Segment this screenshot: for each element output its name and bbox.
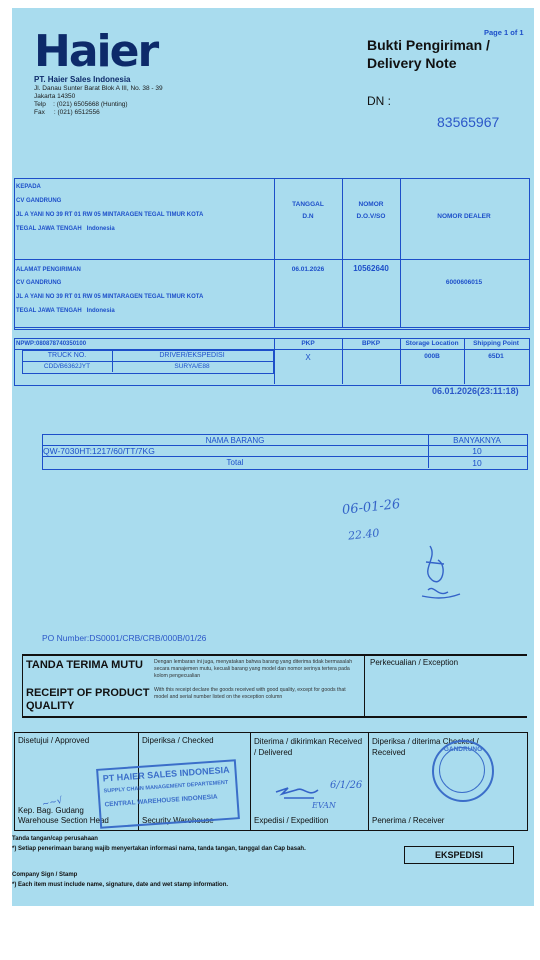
company-address bbox=[34, 85, 163, 117]
nomor-sub: D.O.V/SO bbox=[356, 213, 386, 220]
signer-name: EVAN bbox=[312, 801, 336, 810]
kepada-address-2 bbox=[16, 225, 115, 233]
nomor-value: 10562640 bbox=[353, 264, 389, 273]
address-line: Jakarta 14350 bbox=[34, 93, 76, 100]
shipping-value: 65D1 bbox=[488, 353, 504, 360]
kep-bag-label: Kep. Bag. Gudang bbox=[18, 806, 84, 815]
nomor-header: NOMOR bbox=[358, 201, 384, 208]
company-sign-id: Tanda tangan/cap perusahaan bbox=[12, 836, 98, 842]
items-qty-header: BANYAKNYA bbox=[453, 436, 501, 445]
item-qty: 10 bbox=[472, 446, 482, 456]
checked-received-label: Diperiksa / diterima Checked / Received bbox=[372, 737, 479, 757]
bpkp-header: BPKP bbox=[361, 340, 381, 347]
haier-logo: Haier bbox=[34, 26, 158, 77]
handwritten-signature bbox=[408, 540, 468, 610]
company-name: PT. Haier Sales Indonesia bbox=[34, 75, 131, 84]
stamp-line-2: SUPPLY CHAIN MANAGEMENT DEPARTEMENT bbox=[103, 779, 229, 795]
gandrung-stamp-text: GANDRUNG bbox=[443, 746, 483, 753]
address-line: Telp : (021) 6505668 (Hunting) bbox=[34, 101, 128, 108]
alamat-address-1: JL A YANI NO 39 RT 01 RW 05 MINTARAGEN TEGAL TIMUR KOTA bbox=[16, 294, 204, 300]
driver-value: SURYA/E88 bbox=[174, 363, 210, 370]
document-title bbox=[367, 36, 490, 72]
dealer-value: 6000606015 bbox=[445, 279, 483, 286]
alamat-address-2 bbox=[16, 307, 115, 315]
items-name-header: NAMA BARANG bbox=[205, 436, 265, 445]
truck-header: TRUCK NO. bbox=[47, 352, 87, 359]
expedition-signature-scribble bbox=[274, 780, 334, 802]
warehouse-signature: ~~√ bbox=[41, 795, 64, 811]
storage-header: Storage Location bbox=[405, 340, 459, 347]
shipping-header: Shipping Point bbox=[473, 340, 519, 347]
alamat-label: ALAMAT PENGIRIMAN bbox=[16, 267, 81, 273]
alamat-city: TEGAL JAWA TENGAH bbox=[16, 308, 82, 314]
stamp-line-1: PT HAIER SALES INDONESIA bbox=[102, 764, 230, 784]
pkp-header: PKP bbox=[301, 340, 315, 347]
tanggal-value: 06.01.2026 bbox=[291, 266, 325, 273]
tanggal-header: TANGGAL bbox=[292, 201, 324, 208]
alamat-name: CV GANDRUNG bbox=[16, 280, 62, 286]
receipt-title-id: TANDA TERIMA MUTU bbox=[26, 659, 143, 671]
kepada-label: KEPADA bbox=[16, 184, 41, 190]
note-en: *) Each item must include name, signature, date and wet stamp information. bbox=[12, 882, 229, 888]
kepada-name: CV GANDRUNG bbox=[16, 198, 62, 204]
alamat-country: Indonesia bbox=[86, 308, 115, 314]
handwritten-time: 22.40 bbox=[347, 526, 381, 543]
checked-label: Diperiksa / Checked bbox=[142, 736, 214, 745]
printed-timestamp: 06.01.2026(23:11:18) bbox=[432, 386, 519, 396]
kepada-country: Indonesia bbox=[86, 226, 115, 232]
gandrung-stamp bbox=[432, 740, 494, 802]
company-sign-en: Company Sign / Stamp bbox=[12, 872, 78, 878]
expedition-date: 6/1/26 bbox=[330, 780, 363, 791]
handwritten-date: 06-01-26 bbox=[341, 496, 402, 519]
receipt-title-en-2: QUALITY bbox=[26, 700, 75, 712]
note-id: *) Setiap penerimaan barang wajib menyertakan informasi nama, tanda tangan, tanggal dan Cap basah. bbox=[12, 846, 306, 852]
tanggal-sub: D.N bbox=[302, 213, 314, 220]
dealer-header: NOMOR DEALER bbox=[437, 213, 491, 220]
po-number: PO Number:DS0001/CRB/CRB/000B/01/26 bbox=[42, 633, 207, 643]
item-name: QW-7030HT:1217/60/TT/7KG bbox=[43, 446, 155, 456]
receipt-text-id: Dengan lembaran ini juga, menyatakan bahwa barang yang diterima tidak bermasalah secara manajemen mutu, kecuali barang yang model dan nomor serinya tertera pada kolom pengecualian bbox=[154, 659, 353, 679]
title-line-1: Bukti Pengiriman / bbox=[367, 37, 490, 53]
stamp-line-3: CENTRAL WAREHOUSE INDONESIA bbox=[104, 793, 218, 809]
receipt-title-en-1: RECEIPT OF PRODUCT bbox=[26, 687, 150, 699]
page-indicator: Page 1 of 1 bbox=[484, 28, 524, 37]
receipt-text-en: With this receipt declare the goods received with good quality, except for goods that model and serial number listed on the exception column bbox=[154, 687, 346, 700]
dn-label: DN : bbox=[367, 94, 391, 108]
haier-warehouse-stamp bbox=[96, 759, 240, 829]
driver-header: DRIVER/EKSPEDISI bbox=[159, 352, 225, 359]
approved-label: Disetujui / Approved bbox=[18, 736, 90, 745]
kepada-city: TEGAL JAWA TENGAH bbox=[16, 226, 82, 232]
dn-number: 83565967 bbox=[437, 114, 500, 130]
pkp-value: X bbox=[305, 353, 311, 362]
truck-value: CDD/B6362JYT bbox=[43, 363, 91, 370]
warehouse-head-label: Warehouse Section Head bbox=[18, 816, 109, 825]
expedition-label: Expedisi / Expedition bbox=[254, 816, 329, 825]
total-label: Total bbox=[226, 458, 244, 467]
npwp: NPWP:080878740350100 bbox=[16, 341, 87, 347]
title-line-2: Delivery Note bbox=[367, 55, 457, 71]
address-line: Fax : (021) 6512556 bbox=[34, 109, 100, 116]
kepada-address-1: JL A YANI NO 39 RT 01 RW 05 MINTARAGEN TEGAL TIMUR KOTA bbox=[16, 212, 204, 218]
address-line: Jl. Danau Sunter Barat Blok A III, No. 38 - 39 bbox=[34, 85, 163, 92]
security-label: Security Warehouse bbox=[142, 816, 214, 825]
exception-label: Perkecualian / Exception bbox=[370, 658, 459, 667]
storage-value: 000B bbox=[424, 353, 440, 360]
receiver-label: Penerima / Receiver bbox=[372, 816, 445, 825]
delivery-note bbox=[12, 8, 534, 906]
delivered-label: Diterima / dikirimkan Received / Delivered bbox=[254, 737, 363, 757]
ekspedisi-box: EKSPEDISI bbox=[404, 846, 514, 864]
total-value: 10 bbox=[472, 458, 482, 468]
